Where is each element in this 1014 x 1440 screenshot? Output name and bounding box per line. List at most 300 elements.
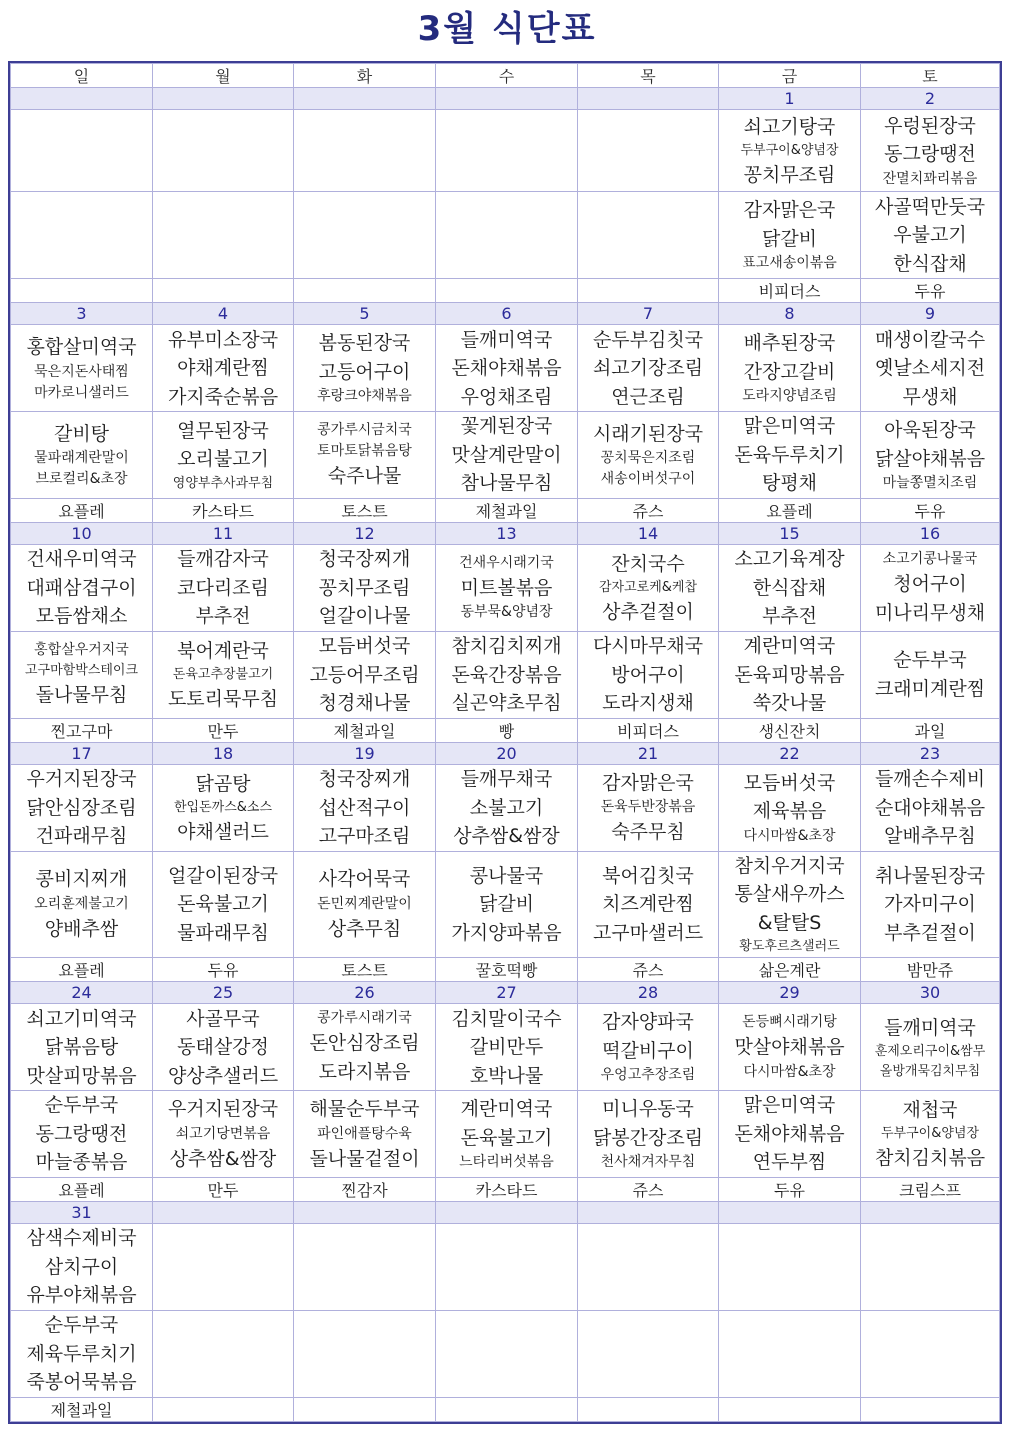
menu-item: 시래기된장국 [592, 422, 704, 445]
dinner-cell [719, 192, 861, 279]
snack-cell: 만두 [153, 1177, 294, 1201]
menu-item: 들깨감자국 [177, 548, 269, 571]
snack-cell: 카스타드 [153, 499, 294, 523]
menu-item: 브로컬리&초장 [35, 471, 128, 488]
menu-item: 홍합살미역국 [26, 336, 137, 359]
date-cell [294, 88, 436, 110]
menu-item: 재첩국 [902, 1098, 958, 1121]
menu-item: 야채샐러드 [177, 820, 269, 843]
date-cell: 22 [719, 742, 861, 764]
date-row [11, 88, 1000, 110]
menu-item: 미니우동국 [602, 1098, 694, 1121]
menu-item: 도토리묵무침 [167, 687, 279, 710]
menu-item: 닭볶음탕 [44, 1036, 119, 1058]
lunch-cell [11, 764, 153, 851]
lunch-cell [294, 764, 436, 851]
date-cell: 3 [11, 303, 153, 325]
date-cell [11, 88, 153, 110]
menu-item: 오리불고기 [177, 448, 269, 471]
date-row [11, 742, 1000, 764]
date-cell [153, 88, 294, 110]
lunch-cell [11, 325, 153, 412]
lunch-cell [11, 1224, 153, 1311]
lunch-cell [11, 110, 153, 192]
menu-item: 고등어무조림 [309, 663, 420, 686]
menu-item: 물파래무침 [177, 921, 269, 944]
menu-item: 상추쌈&쌈장 [169, 1147, 277, 1170]
menu-item: 쑥갓나물 [752, 692, 827, 715]
dinner-cell [436, 412, 578, 499]
menu-item: 돈등뼈시래기탕 [742, 1014, 837, 1030]
date-cell: 13 [436, 523, 578, 545]
menu-item: 해물순두부국 [309, 1098, 420, 1121]
menu-item: 모듬버섯국 [318, 635, 411, 658]
meal-calendar [8, 61, 1002, 1424]
menu-item: 돈육두반장볶음 [600, 799, 696, 816]
menu-item: 부추전 [761, 605, 818, 628]
lunch-cell [153, 110, 294, 192]
menu-item: 도라지생채 [602, 692, 694, 715]
date-cell: 26 [294, 982, 436, 1004]
menu-item: 도라지양념조림 [742, 388, 837, 405]
menu-item: 맛살계란말이 [451, 443, 562, 466]
menu-item: 토마토닭볶음탕 [317, 442, 412, 459]
menu-item: 삼치구이 [44, 1255, 119, 1278]
lunch-cell [861, 764, 1000, 851]
snack-cell: 두유 [861, 499, 1000, 523]
snack-cell: 쥬스 [578, 499, 719, 523]
menu-item: 대패삼겹구이 [26, 576, 137, 599]
weekday-header: 일 [11, 64, 153, 88]
menu-item: 소고기육계장 [734, 548, 845, 571]
lunch-cell [436, 110, 578, 192]
menu-item: 순두부김칫국 [592, 328, 704, 351]
lunch-cell [578, 110, 719, 192]
snack-cell: 빵 [436, 718, 578, 742]
menu-item: 다시마무채국 [592, 635, 704, 658]
snack-cell [294, 279, 436, 303]
menu-item: 한입돈까스&소스 [173, 800, 273, 816]
snack-cell [578, 279, 719, 303]
menu-item: 맛살야채볶음 [734, 1036, 845, 1058]
menu-item: 호박나물 [469, 1064, 544, 1087]
menu-item: 동태살강정 [177, 1036, 269, 1058]
lunch-cell [294, 1224, 436, 1311]
menu-item: 돈채야채볶음 [451, 357, 562, 380]
menu-item: 북어계란국 [177, 639, 269, 662]
menu-item: 소고기콩나물국 [882, 551, 978, 568]
menu-item: 돈채야채볶음 [734, 1122, 845, 1145]
menu-item: 새송이버섯구이 [600, 471, 696, 488]
menu-item: 실곤약초무침 [451, 692, 562, 715]
snack-cell: 두유 [719, 1177, 861, 1201]
snack-cell: 비피더스 [719, 279, 861, 303]
menu-item: 닭갈비 [478, 893, 535, 916]
menu-item: 홍합살우거지국 [34, 642, 129, 659]
menu-item: 돈육피망볶음 [734, 663, 845, 686]
lunch-cell [436, 325, 578, 412]
menu-item: 꽁치무조림 [743, 163, 836, 186]
dinner-row [11, 412, 1000, 499]
date-row [11, 523, 1000, 545]
page-title: 3월 식단표 [417, 9, 597, 49]
snack-cell: 쥬스 [578, 1177, 719, 1201]
dinner-cell [578, 192, 719, 279]
snack-cell: 생신잔치 [719, 718, 861, 742]
lunch-cell [294, 110, 436, 192]
menu-item: 삼색수제비국 [26, 1227, 137, 1250]
menu-item: 들깨미역국 [460, 328, 553, 351]
menu-item: 참치김치볶음 [874, 1146, 986, 1169]
dinner-cell [861, 1091, 1000, 1178]
snack-cell: 토스트 [294, 958, 436, 982]
dinner-cell [11, 192, 153, 279]
snack-cell: 요플레 [11, 958, 153, 982]
menu-item: 건파래무침 [35, 825, 128, 848]
menu-item: 가지죽순볶음 [167, 385, 279, 408]
menu-item: 청경채나물 [318, 692, 411, 715]
lunch-cell [294, 545, 436, 632]
menu-item: 방어구이 [611, 663, 685, 686]
date-cell: 25 [153, 982, 294, 1004]
date-cell: 6 [436, 303, 578, 325]
menu-item: 쇠고기당면볶음 [175, 1125, 271, 1142]
menu-item: 콩나물국 [469, 864, 544, 887]
menu-item: 감자맑은국 [602, 771, 694, 794]
menu-item: 취나물된장국 [874, 864, 986, 887]
lunch-cell [861, 1004, 1000, 1091]
menu-item: 들깨무채국 [460, 768, 553, 791]
date-row [11, 303, 1000, 325]
dinner-cell [294, 1091, 436, 1178]
snack-cell [436, 279, 578, 303]
lunch-row [11, 110, 1000, 192]
menu-item: 얼갈이나물 [318, 605, 411, 628]
dinner-cell [11, 412, 153, 499]
menu-item: 사골떡만둣국 [874, 195, 986, 218]
menu-item: 감자맑은국 [743, 199, 836, 222]
date-cell: 20 [436, 742, 578, 764]
menu-item: 알배추무침 [884, 825, 976, 848]
weekday-header: 목 [578, 64, 719, 88]
date-cell: 14 [578, 523, 719, 545]
dinner-cell [436, 1091, 578, 1178]
menu-item: &탈탈S [757, 911, 822, 934]
menu-item: 닭살야채볶음 [874, 447, 986, 470]
menu-item: 섭산적구이 [318, 796, 411, 819]
dinner-cell [153, 632, 294, 719]
menu-item: 순대야채볶음 [874, 796, 986, 819]
menu-item: 마카로니샐러드 [34, 384, 129, 401]
date-cell: 16 [861, 523, 1000, 545]
menu-item: 영양부추사과무침 [172, 475, 274, 491]
menu-item: 양배추쌈 [44, 917, 119, 940]
snack-row [11, 718, 1000, 742]
menu-item: 고구마함박스테이크 [24, 663, 139, 679]
lunch-cell [153, 325, 294, 412]
menu-item: 파인애플탕수육 [317, 1125, 412, 1142]
snack-cell: 만두 [153, 718, 294, 742]
lunch-cell [578, 545, 719, 632]
snack-cell [578, 1397, 719, 1421]
weekday-header: 수 [436, 64, 578, 88]
lunch-cell [11, 1004, 153, 1091]
menu-item: 물파래계란말이 [34, 450, 129, 467]
date-cell: 19 [294, 742, 436, 764]
date-cell: 28 [578, 982, 719, 1004]
date-cell: 17 [11, 742, 153, 764]
lunch-cell [861, 110, 1000, 192]
lunch-cell [11, 545, 153, 632]
lunch-cell [719, 325, 861, 412]
date-cell: 23 [861, 742, 1000, 764]
menu-item: 두부구이&양념장 [740, 143, 839, 159]
menu-item: 동그랑땡전 [884, 143, 976, 166]
menu-item: 크래미계란찜 [874, 677, 986, 700]
menu-item: 훈제오리구이&쌈무 [874, 1044, 986, 1059]
menu-item: 얼갈이된장국 [167, 864, 279, 887]
dinner-cell [11, 1091, 153, 1178]
menu-item: 우불고기 [893, 224, 967, 247]
menu-item: 콩비지찌개 [35, 868, 128, 891]
weekday-header: 토 [861, 64, 1000, 88]
snack-cell [153, 279, 294, 303]
snack-cell: 두유 [861, 279, 1000, 303]
menu-item: 맑은미역국 [743, 415, 836, 438]
menu-item: 참치김치찌개 [451, 635, 562, 658]
snack-cell: 과일 [861, 718, 1000, 742]
lunch-cell [153, 545, 294, 632]
snack-cell: 밤만쥬 [861, 958, 1000, 982]
date-cell: 29 [719, 982, 861, 1004]
date-cell: 21 [578, 742, 719, 764]
menu-item: 다시마쌈&초장 [743, 1063, 836, 1080]
menu-item: 죽봉어묵볶음 [26, 1371, 137, 1394]
menu-item: 사골무국 [186, 1007, 260, 1030]
menu-item: 숙주나물 [327, 464, 402, 487]
date-cell: 18 [153, 742, 294, 764]
lunch-cell [861, 325, 1000, 412]
menu-item: 아욱된장국 [884, 419, 976, 442]
lunch-cell [578, 1004, 719, 1091]
menu-item: 들깨손수제비 [874, 768, 986, 791]
weekday-header-row [11, 64, 1000, 88]
menu-item: 표고새송이볶음 [742, 255, 837, 272]
dinner-cell [578, 1091, 719, 1178]
menu-item: 돈육고추장불고기 [172, 667, 274, 683]
menu-item: 닭안심장조림 [26, 796, 137, 819]
menu-item: 순두부국 [893, 649, 967, 672]
menu-item: 치즈계란찜 [602, 893, 694, 916]
snack-cell [861, 1397, 1000, 1421]
menu-item: 한식잡채 [752, 576, 827, 599]
weekday-header: 화 [294, 64, 436, 88]
dinner-row [11, 1091, 1000, 1178]
menu-item: 맛살피망볶음 [26, 1064, 137, 1087]
menu-item: 유부미소장국 [167, 328, 279, 351]
lunch-cell [719, 764, 861, 851]
menu-item: 돈육불고기 [460, 1126, 553, 1149]
meal-table [10, 63, 1000, 1422]
dinner-cell [861, 412, 1000, 499]
menu-item: 상추겉절이 [602, 600, 694, 623]
lunch-cell [436, 1224, 578, 1311]
weekday-header: 금 [719, 64, 861, 88]
menu-item: 미나리무생채 [874, 601, 986, 624]
menu-item: 미트볼볶음 [460, 576, 553, 599]
lunch-row [11, 1004, 1000, 1091]
menu-item: 돈육불고기 [177, 893, 269, 916]
menu-item: 가자미구이 [884, 893, 976, 916]
menu-item: 상추쌈&쌈장 [453, 825, 560, 848]
menu-item: 부추전 [195, 605, 251, 628]
date-cell [578, 1202, 719, 1224]
lunch-cell [861, 545, 1000, 632]
menu-item: 우렁된장국 [884, 114, 976, 137]
dinner-cell [436, 1310, 578, 1397]
menu-item: 상추무침 [327, 917, 402, 940]
dinner-cell [11, 851, 153, 957]
lunch-cell [719, 110, 861, 192]
lunch-cell [153, 1224, 294, 1311]
weekday-header: 월 [153, 64, 294, 88]
snack-cell: 크림스프 [861, 1177, 1000, 1201]
menu-item: 소불고기 [469, 796, 544, 819]
snack-cell: 제철과일 [11, 1397, 153, 1421]
date-cell: 9 [861, 303, 1000, 325]
menu-item: 오리훈제불고기 [34, 895, 129, 912]
lunch-cell [436, 1004, 578, 1091]
dinner-cell [719, 851, 861, 957]
snack-cell [436, 1397, 578, 1421]
date-cell: 5 [294, 303, 436, 325]
snack-row [11, 958, 1000, 982]
menu-item: 야채계란찜 [177, 357, 269, 380]
date-cell [436, 1202, 578, 1224]
menu-item: 갈비탕 [53, 422, 110, 445]
menu-item: 우거지된장국 [167, 1098, 279, 1121]
menu-item: 제육볶음 [752, 800, 827, 823]
date-cell: 12 [294, 523, 436, 545]
menu-item: 돈육간장볶음 [451, 663, 562, 686]
menu-item: 잔치국수 [611, 552, 685, 575]
menu-item: 간장고갈비 [743, 360, 836, 383]
lunch-row [11, 325, 1000, 412]
lunch-cell [578, 764, 719, 851]
menu-item: 연근조림 [611, 385, 685, 408]
dinner-row [11, 1310, 1000, 1397]
dinner-cell [719, 1091, 861, 1178]
lunch-cell [153, 764, 294, 851]
dinner-cell [153, 1310, 294, 1397]
menu-item: 가지양파볶음 [451, 921, 562, 944]
menu-item: 매생이칼국수 [874, 328, 986, 351]
lunch-cell [294, 325, 436, 412]
dinner-cell [436, 192, 578, 279]
menu-item: 닭갈비 [761, 227, 818, 250]
snack-cell [294, 1397, 436, 1421]
menu-item: 잔멸치꽈리볶음 [882, 170, 978, 187]
snack-cell: 토스트 [294, 499, 436, 523]
date-row [11, 1202, 1000, 1224]
menu-item: 순두부국 [44, 1314, 119, 1337]
dinner-cell [294, 1310, 436, 1397]
menu-item: 부추겉절이 [884, 921, 976, 944]
menu-item: 감자고로케&케찹 [598, 580, 698, 596]
menu-item: 꽁치무조림 [318, 576, 411, 599]
dinner-row [11, 192, 1000, 279]
snack-row [11, 499, 1000, 523]
snack-cell: 제철과일 [294, 718, 436, 742]
dinner-cell [719, 632, 861, 719]
snack-cell: 찐감자 [294, 1177, 436, 1201]
menu-item: 마늘종볶음 [35, 1151, 128, 1174]
menu-item: 두부구이&양념장 [880, 1126, 980, 1142]
dinner-cell [436, 632, 578, 719]
menu-item: 한식잡채 [893, 252, 967, 275]
lunch-cell [719, 1224, 861, 1311]
date-cell: 8 [719, 303, 861, 325]
menu-item: 우거지된장국 [26, 768, 137, 791]
snack-cell [11, 279, 153, 303]
date-cell: 1 [719, 88, 861, 110]
snack-cell: 쥬스 [578, 958, 719, 982]
date-cell: 2 [861, 88, 1000, 110]
dinner-cell [578, 412, 719, 499]
menu-item: 우엉고추장조림 [600, 1067, 696, 1084]
dinner-cell [294, 632, 436, 719]
menu-item: 고등어구이 [318, 360, 411, 383]
menu-item: 참나물무침 [460, 472, 553, 495]
lunch-row [11, 1224, 1000, 1311]
menu-item: 건새우미역국 [26, 548, 137, 571]
snack-cell: 두유 [153, 958, 294, 982]
menu-item: 숙주무침 [611, 821, 685, 844]
menu-item: 계란미역국 [743, 635, 836, 658]
dinner-row [11, 851, 1000, 957]
menu-item: 닭곰탕 [195, 772, 251, 795]
dinner-cell [578, 1310, 719, 1397]
menu-item: 건새우시래기국 [459, 554, 554, 571]
menu-item: 후랑크야채볶음 [317, 388, 412, 405]
menu-item: 돌나물겉절이 [309, 1147, 420, 1170]
menu-item: 쇠고기탕국 [743, 115, 836, 138]
menu-item: 닭봉간장조림 [592, 1126, 704, 1149]
snack-row [11, 1177, 1000, 1201]
menu-item: 참치우거지국 [734, 854, 845, 877]
menu-item: 묵은지돈사태찜 [34, 363, 129, 380]
menu-item: 돈육두루치기 [734, 443, 845, 466]
menu-item: 탕평채 [761, 472, 818, 495]
menu-item: 다시마쌈&초장 [743, 827, 836, 844]
snack-cell: 꿀호떡빵 [436, 958, 578, 982]
dinner-cell [436, 851, 578, 957]
lunch-cell [578, 1224, 719, 1311]
date-cell [153, 1202, 294, 1224]
date-cell [436, 88, 578, 110]
menu-item: 모듬버섯국 [743, 771, 836, 794]
snack-cell [153, 1397, 294, 1421]
snack-cell [719, 1397, 861, 1421]
menu-item: 갈비만두 [469, 1036, 544, 1058]
date-cell: 31 [11, 1202, 153, 1224]
menu-item: 꽃게된장국 [460, 415, 553, 438]
menu-item: 고구마샐러드 [592, 921, 704, 944]
date-cell [294, 1202, 436, 1224]
menu-item: 무생채 [902, 385, 958, 408]
dinner-cell [861, 1310, 1000, 1397]
lunch-cell [153, 1004, 294, 1091]
